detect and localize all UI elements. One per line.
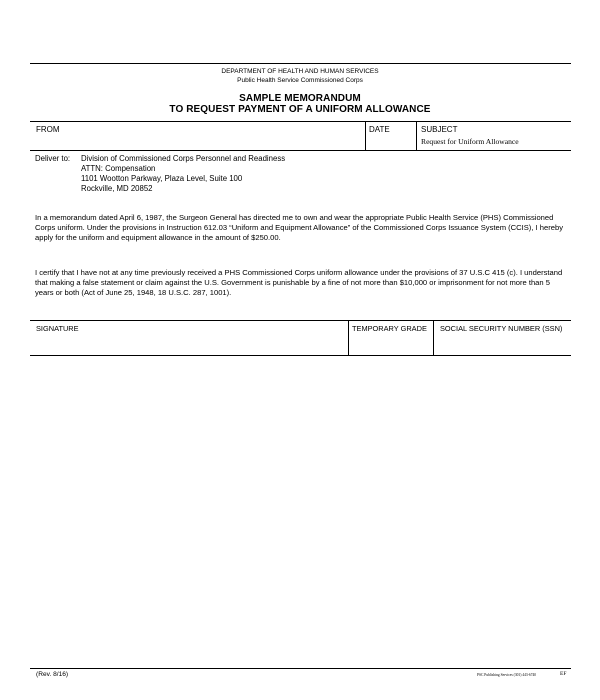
form-title-line2: TO REQUEST PAYMENT OF A UNIFORM ALLOWANCE	[169, 104, 431, 115]
department-name: DEPARTMENT OF HEALTH AND HUMAN SERVICES	[221, 68, 379, 75]
deliver-to-line: Rockville, MD 20852	[81, 184, 153, 193]
deliver-to-line: ATTN: Compensation	[81, 164, 156, 173]
date-field[interactable]	[366, 122, 416, 150]
revision-date: (Rev. 8/16)	[36, 671, 69, 678]
temporary-grade-label: TEMPORARY GRADE	[352, 324, 427, 333]
row1-bottom-border	[30, 150, 571, 151]
top-rule	[30, 63, 571, 64]
subject-field-value: Request for Uniform Allowance	[421, 137, 519, 146]
row2-bottom-border	[30, 355, 571, 356]
deliver-to-line: Division of Commissioned Corps Personnel and Readiness	[81, 154, 286, 163]
ssn-field-label: SOCIAL SECURITY NUMBER (SSN)	[440, 324, 563, 333]
deliver-to-line: 1101 Wootton Parkway, Plaza Level, Suite 100	[81, 174, 243, 183]
ssn-field[interactable]	[434, 333, 570, 354]
publisher-info: PSC Publishing Services (301) 443-6740	[477, 673, 537, 677]
from-field[interactable]	[31, 122, 365, 150]
form-code: EF	[560, 671, 567, 677]
subject-field-label: SUBJECT	[421, 125, 458, 134]
date-field-label: DATE	[369, 125, 390, 134]
signature-field[interactable]	[31, 333, 347, 354]
date-subject-divider	[416, 121, 417, 150]
temporary-grade-field[interactable]	[349, 333, 432, 354]
footer-rule	[30, 668, 571, 669]
certification-paragraph: I certify that I have not at any time previously received a PHS Commissioned Corps uniform allowance under the provisions of 37 U.S.C 415 (c). I understand that making a false statement or claim against the U.S. Government is punishable by a fine of not more than $10,000 or imprisonment for not more than 5 years or both (Act of June 25, 1948, 18 U.S.C. 287, 1001).	[35, 268, 563, 298]
request-paragraph: In a memorandum dated April 6, 1987, the Surgeon General has directed me to own and wear the appropriate Public Health Service (PHS) Commissioned Corps uniform. Under the provisions in Instruction 612.03 “Uniform and Equipment Allowance” of the Commissioned Corps Issuance System (CCIS), I hereby apply for the uniform and equipment allowance in the amount of $250.00.	[35, 213, 563, 243]
agency-name: Public Health Service Commissioned Corps	[237, 77, 363, 84]
signature-field-label: SIGNATURE	[36, 324, 79, 333]
from-field-label: FROM	[36, 125, 60, 134]
row2-top-border	[30, 320, 571, 321]
deliver-to-label: Deliver to:	[35, 154, 71, 163]
form-title-line1: SAMPLE MEMORANDUM	[239, 93, 361, 104]
